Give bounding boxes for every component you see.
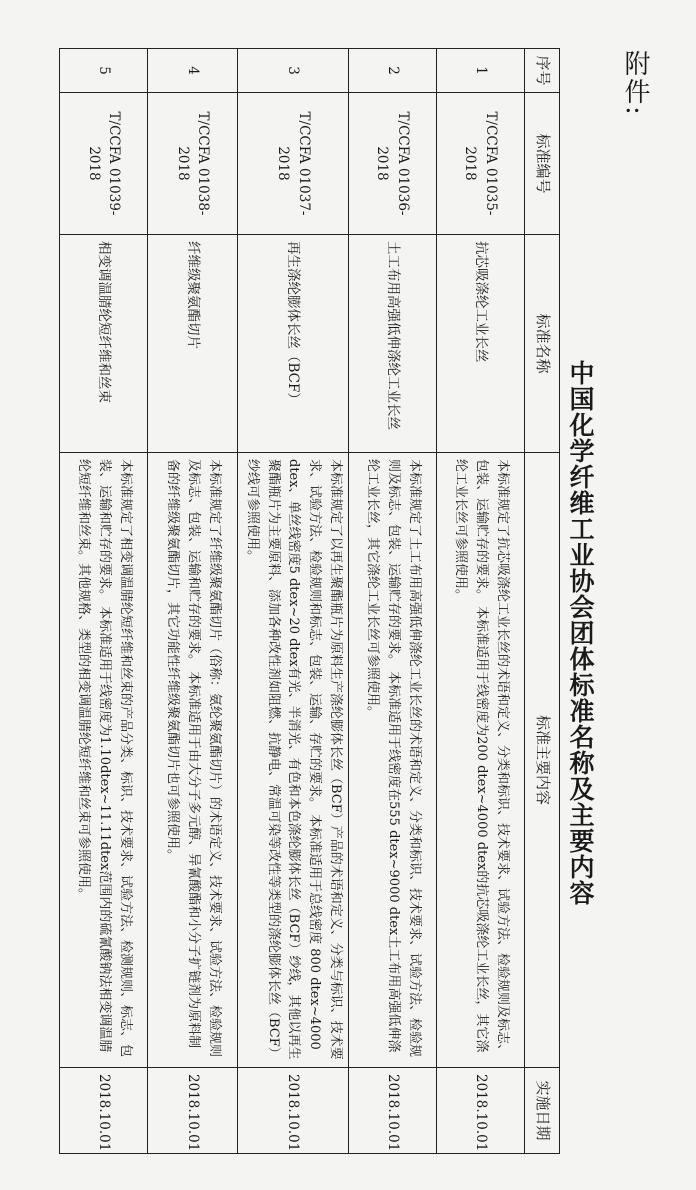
cell-name: 纤维级聚氨酯切片	[148, 235, 238, 453]
standards-table	[59, 48, 560, 1154]
header-code: 标准编号	[525, 93, 560, 235]
cell-date: 2018.10.01	[349, 1068, 437, 1154]
cell-name: 再生涤纶膨体长丝（BCF）	[238, 235, 349, 453]
cell-content: 本标准规定了土工布用高强低伸涤纶工业长丝的术语和定义、分类和标识、技术要求、试验方法、检验规则及标志、包装、运输贮存的要求。 本标准适用于线密度在555 dtex~9000 dtex土工布用高强低伸涤纶工业长丝，其它涤纶工业长丝可参照使用。	[349, 453, 437, 1068]
cell-name: 土工布用高强低伸涤纶工业长丝	[349, 235, 437, 453]
header-date: 实施日期	[525, 1068, 560, 1154]
cell-date: 2018.10.01	[60, 1068, 148, 1154]
cell-date: 2018.10.01	[238, 1068, 349, 1154]
cell-code: T/CCFA 01039-2018	[60, 93, 148, 235]
cell-content: 本标准规定了纤维级聚氨酯切片（俗称：氨纶聚氨酯切片）的术语定义、技术要求、试验方法、检验规则及标志、包装、运输和贮存的要求。 本标准适用于由大分子多元醇、异氰酸酯和小分子扩链剂为原料制备的纤维级聚氨酯切片，其它功能性纤维级聚氨酯切片也可参照使用。	[148, 453, 238, 1068]
cell-no: 4	[148, 49, 238, 93]
table-row	[60, 49, 148, 1154]
table-row	[349, 49, 437, 1154]
cell-code: T/CCFA 01037-2018	[238, 93, 349, 235]
cell-name: 抗芯吸涤纶工业长丝	[437, 235, 525, 453]
header-name: 标准名称	[525, 235, 560, 453]
cell-name: 相变调温腈纶短纤维和丝束	[60, 235, 148, 453]
cell-date: 2018.10.01	[148, 1068, 238, 1154]
standards-table-container	[76, 48, 560, 1153]
standards-table-rotated	[76, 48, 560, 1153]
cell-date: 2018.10.01	[437, 1068, 525, 1154]
cell-content: 本标准规定了抗芯吸涤纶工业长丝的术语和定义、分类和标识、技术要求、试验方法、检验规则及标志、包装、运输贮存的要求。 本标准适用于线密度为200 dtex~4000 dtex的抗芯吸涤纶工业长丝，其它涤纶工业长丝可参照使用。	[437, 453, 525, 1068]
cell-code: T/CCFA 01036-2018	[349, 93, 437, 235]
table-row	[238, 49, 349, 1154]
cell-no: 3	[238, 49, 349, 93]
table-header-row	[525, 49, 560, 1154]
cell-no: 1	[437, 49, 525, 93]
header-content: 标准主要内容	[525, 453, 560, 1068]
table-row	[437, 49, 525, 1154]
cell-no: 2	[349, 49, 437, 93]
cell-no: 5	[60, 49, 148, 93]
attachment-label: 附件:	[620, 50, 650, 117]
header-no: 序号	[525, 49, 560, 93]
cell-code: T/CCFA 01038-2018	[148, 93, 238, 235]
cell-content: 本标准规定了以再生聚酯瓶片为原料生产涤纶膨体长丝（BCF）产品的术语和定义、分类与标识、技术要求、试验方法、检验规则和标志、包装、运输、存贮的要求。 本标准适用于总线密度 800 dtex~4000 dtex、单丝线密度5 dtex~20 dtex有光、半消光、有色和本色涤纶膨体长丝（BCF）纱线，其他以再生聚酯瓶片为主要原料、添加各种改性剂如阻燃、抗静电、常温可染等改性等类型的涤纶膨体长丝（BCF）纱线可参照使用。	[238, 453, 349, 1068]
table-row	[148, 49, 238, 1154]
document-title: 中国化学纤维工业协会团体标准名称及主要内容	[566, 360, 595, 906]
cell-content: 本标准规定了相变调温腈纶短纤维和丝束的产品分类、标识、技术要求、试验方法、检测规则、标志、包装、运输和贮存的要求。 本标准适用于线密度为1.10dtex~11.11dtex范围内的硫氰酸钠法相变调温腈纶短纤维和丝束。其他规格、类型的相变调温腈纶短纤维和丝束可参照使用。	[60, 453, 148, 1068]
cell-code: T/CCFA 01035-2018	[437, 93, 525, 235]
